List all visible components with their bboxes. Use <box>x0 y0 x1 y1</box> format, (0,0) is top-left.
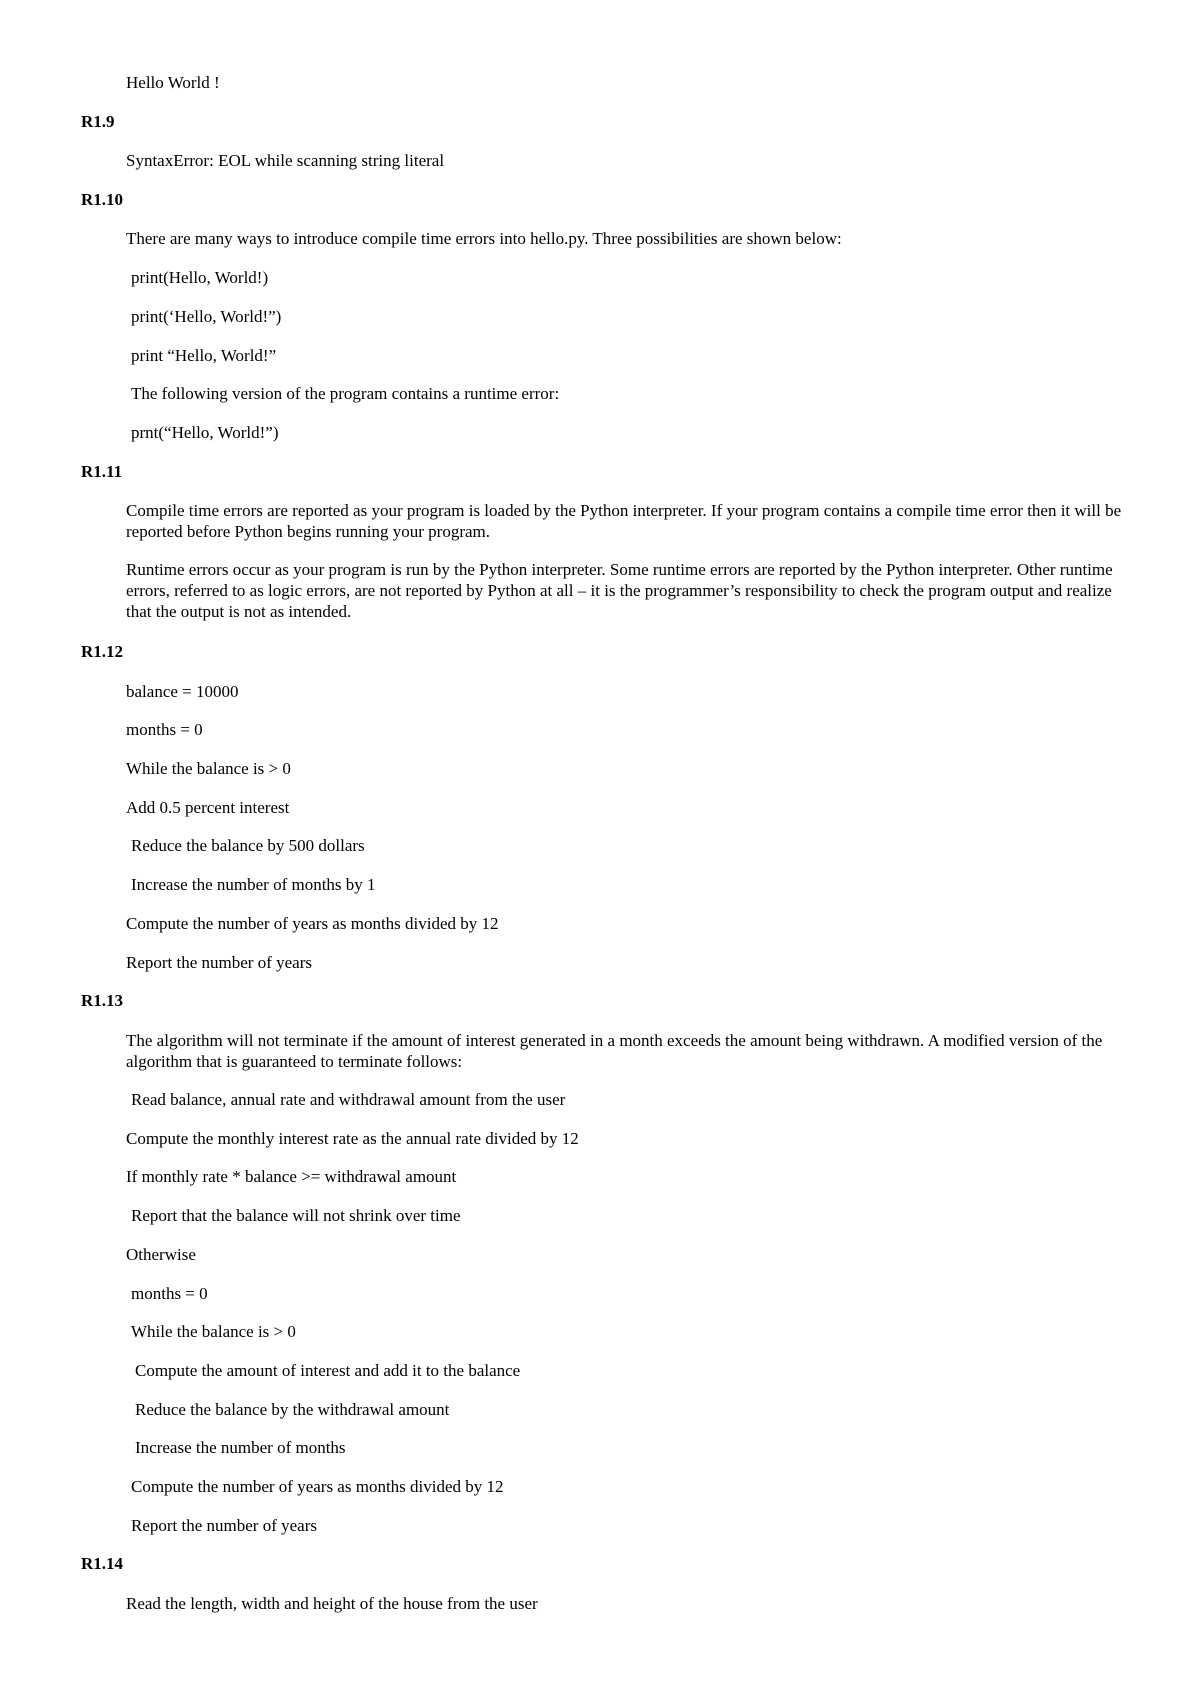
r1-13-line-10: Increase the number of months <box>135 1438 346 1457</box>
r1-11-paragraph-2: Runtime errors occur as your program is run by the Python interpreter. Some runtime errors are reported by the Python interpreter. Other runtime errors, referred to as logic errors, are not reported by Python at all – it is the programmer’s responsibility to check the program output and realize that the output is not as intended. <box>126 560 1113 621</box>
r1-13-line-4: Report that the balance will not shrink over time <box>131 1206 461 1225</box>
r1-12-line-7: Compute the number of years as months divided by 12 <box>126 914 499 933</box>
r1-12-line-2: months = 0 <box>126 720 203 739</box>
heading-r1-10: R1.10 <box>81 190 124 209</box>
r1-14-line-1: Read the length, width and height of the house from the user <box>126 1594 538 1613</box>
heading-r1-14: R1.14 <box>81 1554 124 1573</box>
r1-12-line-4: Add 0.5 percent interest <box>126 798 290 817</box>
r1-12-line-1: balance = 10000 <box>126 682 239 701</box>
r1-13-line-8: Compute the amount of interest and add it to the balance <box>135 1361 521 1380</box>
r1-10-example-2: print(‘Hello, World!”) <box>131 307 282 326</box>
r1-12-line-8: Report the number of years <box>126 953 312 972</box>
r1-12-line-6: Increase the number of months by 1 <box>131 875 376 894</box>
hello-output-line: Hello World ! <box>126 73 220 92</box>
r1-13-line-6: months = 0 <box>131 1284 208 1303</box>
r1-13-line-12: Report the number of years <box>131 1516 317 1535</box>
r1-11-paragraph-1: Compile time errors are reported as your program is loaded by the Python interpreter. If your program contains a compile time error then it will be reported before Python begins running your program. <box>126 501 1122 541</box>
r1-13-line-9: Reduce the balance by the withdrawal amount <box>135 1400 450 1419</box>
r1-10-intro: There are many ways to introduce compile time errors into hello.py. Three possibilities are shown below: <box>126 229 842 248</box>
r1-10-example-1: print(Hello, World!) <box>131 268 269 287</box>
heading-r1-11: R1.11 <box>81 462 123 481</box>
r1-13-line-7: While the balance is > 0 <box>131 1322 296 1341</box>
heading-r1-9: R1.9 <box>81 112 115 131</box>
r1-13-line-1: Read balance, annual rate and withdrawal amount from the user <box>131 1090 566 1109</box>
heading-r1-13: R1.13 <box>81 991 124 1010</box>
r1-12-line-3: While the balance is > 0 <box>126 759 291 778</box>
r1-12-line-5: Reduce the balance by 500 dollars <box>131 836 365 855</box>
r1-13-line-11: Compute the number of years as months divided by 12 <box>131 1477 504 1496</box>
r1-13-line-3: If monthly rate * balance >= withdrawal amount <box>126 1167 457 1186</box>
r1-10-runtime-intro: The following version of the program contains a runtime error: <box>131 384 560 403</box>
r1-9-answer: SyntaxError: EOL while scanning string literal <box>126 151 445 170</box>
r1-13-line-2: Compute the monthly interest rate as the annual rate divided by 12 <box>126 1129 579 1148</box>
r1-10-runtime-example: prnt(“Hello, World!”) <box>131 423 279 442</box>
r1-13-intro: The algorithm will not terminate if the amount of interest generated in a month exceeds the amount being withdrawn. A modified version of the algorithm that is guaranteed to terminate follows: <box>126 1031 1103 1071</box>
r1-10-example-3: print “Hello, World!” <box>131 346 277 365</box>
r1-13-line-5: Otherwise <box>126 1245 196 1264</box>
heading-r1-12: R1.12 <box>81 642 124 661</box>
